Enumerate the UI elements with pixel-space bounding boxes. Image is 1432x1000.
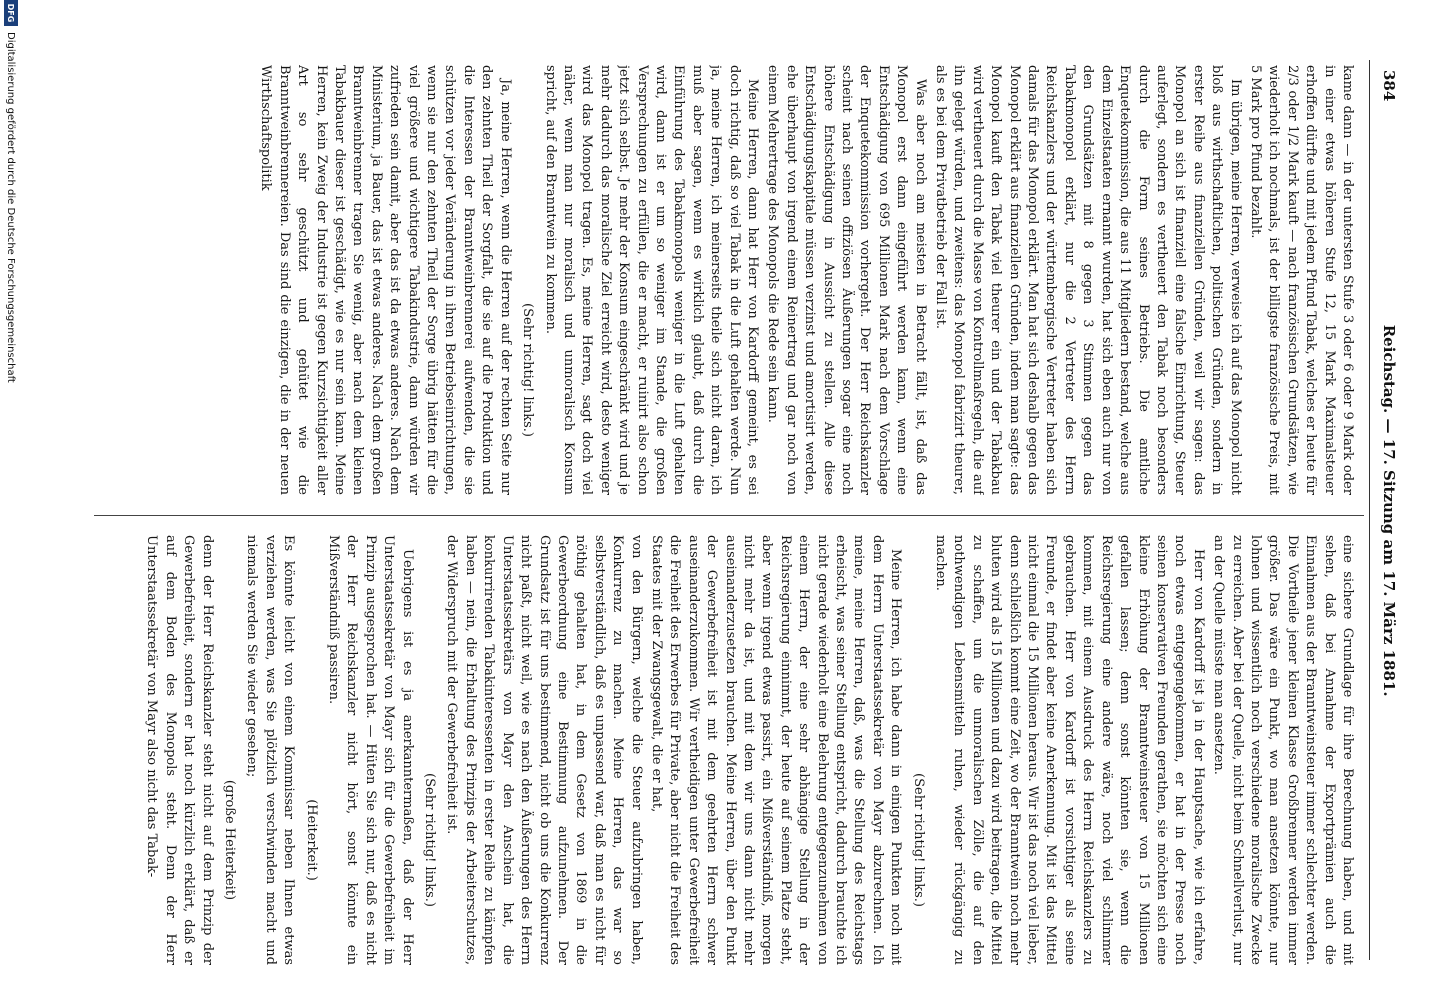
interjection: (Sehr richtig! links.) <box>520 303 536 437</box>
credit-text: Digitalisierung gefördert durch die Deutsche Forschungsgemeinschaft <box>5 32 17 383</box>
interjection: (große Heiterkeit) <box>222 779 238 901</box>
paragraph: Es könnte leicht von einem Kommissar neben Ihnen etwas verziehen werden, was Sie plötzlich verschwinden macht und niemals werden Sie wieder gesehen; <box>244 535 297 965</box>
right-column <box>100 535 1356 965</box>
running-header <box>1376 70 1402 950</box>
interjection: (Sehr richtig! links.) <box>422 773 438 907</box>
paragraph: Im übrigen, meine Herren, verweise ich auf das Monopol nicht bloß aus wirthschaftlichen, politischen Gründen, sondern in erster Reihe aus finanziellen Gründen, weil wir sagen: das Monopol an sich ist finanziell eine falsche Einrichtung, Steuer auferlegt, sondern es vertheuert den Tabak noch besonders durch die Form seines Betriebs. Die amtliche Enquetekommission, die aus 11 Mitgliedern bestand, welche aus dem Einzelstaaten ernannt wurden, hat sich eben auch nur von den Grundsätzen mit 8 gegen 3 Stimmen gegen das Tabakmonopol erklärt, nur die 2 Vertreter des Herrn Reichskanzlers und der württembergische Vertreter haben sich damals für das Monopol erklärt. Man hat sich deshalb gegen das Monopol erklärt aus finanziellen Gründen, indem man sagte: das Monopol kauft den Tabak viel theurer ein und der Tabakbau wird vertheuert durch die Masse von Kontrollmaßregeln, die auf ihn gelegt würden, und zweitens: das Monopol fabrizirt theurer, als es bei dem Privatbetrieb der Fall ist. <box>933 65 1243 495</box>
interjection: (Heiterkeit.) <box>303 799 319 881</box>
header-rule <box>1369 60 1370 960</box>
paragraph: Meine Herren, dann hat Herr von Kardorff gemeint, es sei doch richtig, daß so viel Tabak in die Luft gehalten werde. Nun ja, meine Herren, ich meinerseits theile sich nicht daran, ich muß aber sagen, wenn es wirklich glaubt, daß durch die Einführung des Tabakmonopols weniger in die Luft gehalten wird, dann ist er um so weniger im Stande, die großen Versprechungen zu erfüllen, die er macht, er ruinirt also schon jetzt sich selbst. Je mehr der Konsum eingeschränkt wird und je mehr dadurch das moralische Ziel erreicht wird, desto weniger wird das Monopol tragen. Es, meine Herren, sagt doch viel näher, wenn man nur moralisch und unmoralisch Konsum spricht, auf den Branntwein zu kommen. <box>542 65 760 495</box>
running-title: Reichstag. — 17. Sitzung am 17. März 1881. <box>1380 324 1398 697</box>
dfg-logo: DFG <box>4 0 18 26</box>
interjection: (Sehr richtig! links.) <box>910 773 926 907</box>
paragraph: eine sichere Grundlage für ihre Berechnung haben, und mit sehen, daß bei Annahme der Exportprämien auch die Einnahmen aus der Branntweinsteuer immer schlechter werden. Die Vortheile jener kleinen Klasse Großbrenner werden immer größer. Das wäre ein Punkt, wo man ansetzen könnte, nur lohnen und wissentlich noch verschiedene moralische Zwecke zu erreichen. Aber bei der Quelle, nicht beim Schnellverlust, nur an der Quelle müsste man ansetzen. <box>1211 535 1355 965</box>
paragraph: denn der Herr Reichskanzler steht nicht auf dem Prinzip der Gewerbefreiheit, sondern er hat noch kürzlich erklärt, daß er auf dem Boden des Monopols steht. Denn der Herr Unterstaatssekretär von Mayr also nicht das Tabak- <box>144 535 215 965</box>
column-divider <box>94 515 1364 516</box>
paragraph: Was aber noch am meisten in Betracht fällt, ist, daß das Monopol erst dann eingeführt werden kann, wenn eine Entschädigung von 695 Millionen Mark nach dem Vorschlage der Enquetekommission vorhergeht. Der Herr Reichskanzler scheint nach seinen offiziösen Äußerungen sogar eine noch höhere Entschädigung in Aussicht zu stellen. Alle diese Entschädigungskapitale müssen verzinst und amortisirt werden, ehe überhaupt von irgend einem Reinertrag und gar noch von einem Mehrertrage des Monopols die Rede sein kann. <box>765 65 928 495</box>
paragraph: von den Bürgern, welche die Steuer aufzubringen haben, Konkurrenz zu machen. Meine Herren, das war so selbstverständlich, daß es unpassend war, daß man es nicht für nöthig gehalten hat, in dem Gesetz von 1869 in die Gewerbeordnung eine Bestimmung aufzunehmen. Der Grundsatz ist für uns bestimmend, nicht ob uns die Konkurrenz nicht paßt, nicht weil, wie es nach den Äußerungen des Herrn Unterstaatssekretärs von Mayr den Anschein hat, die konkurrirenden Tabakinteressenten in erster Reihe zu kämpfen haben — nein, die Erhaltung des Prinzips der Arbeiterschutzes, der Widerspruch mit der Gewerbefreiheit ist. <box>444 535 644 965</box>
paragraph: Meine Herren, ich habe dann in einigen Punkten noch mit dem Herrn Unterstaatssekretär von Mayr abzurechnen. Ich meine, meine Herren, daß, was die Stellung des Reichstags erheischt, was seiner Stellung entspricht, dadurch brauchte ich nicht gerade wiederholt eine Belehrung entgegenzunehmen von einem Herrn, der eine sehr abhängige Stellung in der Reichsregierung einnimmt, der heute auf seinem Platze steht, aber wenn irgend etwas passirt, ein Mißverständniß, morgen nicht mehr da ist, und mit dem wir uns dann nicht mehr auseinanderzusetzen brauchen. Meine Herren, über den Punkt der Gewerbefreiheit ist mit dem geehrten Herrn schwer auseinanderzukommen. Wir vertheidigen unter Gewerbefreiheit die Freiheit des Erwerbes für Private, aber nicht die Freiheit des Staates mit der Zwangsgewalt, die er hat, <box>648 535 904 965</box>
paragraph: Ja, meine Herren, wenn die Herren auf der rechten Seite nur den zehnten Theil der Sorgfalt, die sie auf die Produktion und die Interessen der Branntweinbrennerei aufwenden, die sie schützen vor jeder Veränderung in ihren Betriebseinrichtungen, wenn sie nur den zehnten Theil der Sorge übrig hätten für die viel größere und wichtigere Tabakindustrie, dann würden wir zufrieden sein damit, aber das ist da etwas anderes. Nach dem Ministerium, ja Bauer, das ist etwas anderes. Nach dem großen Branntweinbrenner tragen Sie wenig, aber nach dem kleinen Tabakbauer dieser ist geschädigt, wie es nur sein kann. Meine Herren, kein Zweig der Industrie ist gegen Kurzsichtigkeit aller Art so sehr geschützt und gehütet wie die Branntweinbrennereien. Das sind die einzigen, die in der neuen Wirthschaftspolitik <box>258 65 513 495</box>
left-column <box>100 65 1356 495</box>
paragraph: Herr von Kardorff ist ja in der Hauptsache, wie ich erfahre, noch etwas entgegengekommen, er hat in der Presse noch seinen konservativen Freunden gerathen, sie möchten sich eine kleine Erhöhung der Branntweinsteuer von 15 Millionen gefallen lassen; denn sonst könnten sie, wenn die Reichsregierung eine andere wäre, noch viel schlimmer kommen, mit einem Ausdruck des Herrn Reichskanzlers zu gebrauchen. Herr von Kardorff ist vorsichtiger als seine Freunde, er findet aber keine Anerkennung. Mit ist das Mittel nicht einmal die 15 Millionen heraus. Wir ist das noch viel lieber, denn schließlich kommt eine Zeit, wo der Branntwein noch mehr bluten wird als 15 Millionen und dazu wird beitragen, die Mittel zu schaffen, um die unmoralischen Zölle, die auf den nothwendigen Lebensmitteln ruhen, wieder rückgängig zu machen. <box>933 535 1206 965</box>
digitization-credit <box>2 0 20 1000</box>
page-number: 384 <box>1380 70 1398 102</box>
paragraph: Uebrigens ist es ja anerkanntermaßen, daß der Herr Unterstaatssekretär von Mayr sich für die Gewerbefreiheit im Prinzip ausgesprochen hat. — Hüten Sie sich nur, daß es nicht der Herr Reichskanzler nicht hört, sonst könnte ein Mißverständniß passiren. <box>326 535 415 965</box>
paragraph: kame dann — in der untersten Stufe 3 oder 6 oder 9 Mark oder in einer etwas höheren Stufe 12, 15 Mark Maximalsteuer erhoffen dürfte und mit jedem Pfund Tabak, welches er heute für 2/3 oder 1/2 Mark kauft — nach französischen Grundsätzen, wie wiederholt ich nochmals, ist der billigste französische Preis, mit 5 Mark pro Pfund bezahlt. <box>1247 65 1355 495</box>
